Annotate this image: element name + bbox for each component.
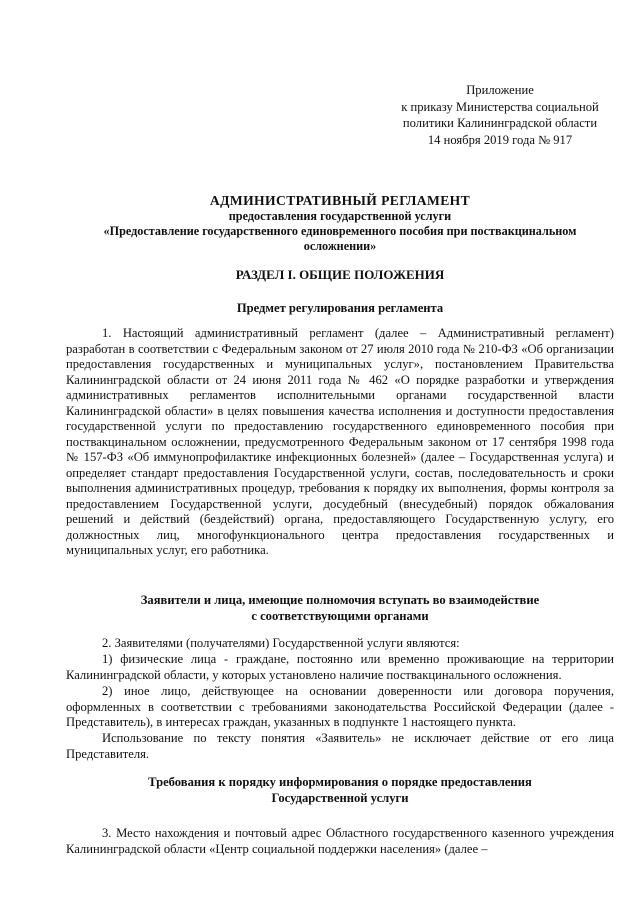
paragraph-2: 2. Заявителями (получателями) Государственной услуги являются:: [102, 636, 460, 650]
applicants-heading: [66, 593, 614, 624]
appendix-line: Приложение: [466, 83, 534, 97]
appendix-block: [380, 82, 620, 148]
document-subtitle-line: осложнении»: [303, 238, 377, 253]
document-subtitle-line: предоставления государственной услуги: [228, 208, 452, 223]
document-subtitle-line: «Предоставление государственного единовременного пособия при поствакцинальном: [103, 223, 577, 238]
document-title-block: [66, 193, 614, 254]
info-heading-line: Требования к порядку информирования о порядке предоставления: [148, 775, 532, 789]
paragraph-2-1: 1) физические лица - граждане, постоянно или временно проживающие на территории Калининградской области, у которых установлено наличие поствакцинального осложнения.: [66, 652, 614, 682]
info-heading: [66, 775, 614, 806]
appendix-line: 14 ноября 2019 года № 917: [427, 132, 573, 147]
paragraph-1: 1. Настоящий административный регламент (далее – Административный регламент) разработан в соответствии с Федеральным законом от 27 июля 2010 года № 210-ФЗ «Об организации предоставления государственных и муниципальных услуг», постановлением Правительства Калининградской области от 24 июня 2011 года № 462 «О порядке разработки и утверждения административных регламентов исполнительными органами государственной власти Калининградской области» в целях повышения качества исполнения и доступности предоставления государственной услуги по предоставлению государственного единовременного пособия при поствакцинальном осложнении, предусмотренного Федеральным законом от 17 сентября 1998 года № 157-ФЗ «Об иммунопрофилактике инфекционных болезней» (далее – Государственная услуга) и определяет стандарт предоставления Государственной услуги, состав, последовательность и сроки выполнения административных процедур, требования к порядку их выполнения, формы контроля за предоставлением Государственной услуги, досудебный (внесудебный) порядок обжалования решений и действий (бездействий) органа, предоставляющего Государственную услугу, его должностных лиц, многофункционального центра предоставления государственных и муниципальных услуг, его работника.: [66, 326, 614, 557]
subject-heading: Предмет регулирования регламента: [236, 301, 444, 315]
appendix-line: политики Калининградской области: [402, 116, 598, 130]
appendix-line: к приказу Министерства социальной: [401, 99, 599, 114]
paragraph-3: 3. Место нахождения и почтовый адрес Областного государственного казенного учреждения Калининградской области «Центр социальной поддержки населения» (далее –: [66, 826, 614, 856]
section-title: РАЗДЕЛ I. ОБЩИЕ ПОЛОЖЕНИЯ: [235, 267, 445, 282]
paragraph-2-3: Использование по тексту понятия «Заявитель» не исключает действие от его лица Представителя.: [66, 731, 614, 761]
info-heading-line: Государственной услуги: [271, 790, 409, 805]
paragraph-2-2: 2) иное лицо, действующее на основании доверенности или договора поручения, оформленных в соответствии с требованиями законодательства Российской Федерации (далее - Представитель), в интересах граждан, указанных в подпункте 1 настоящего пункта.: [66, 684, 614, 729]
document-title: АДМИНИСТРАТИВНЫЙ РЕГЛАМЕНТ: [209, 193, 471, 208]
applicants-heading-line: с соответствующими органами: [251, 608, 429, 623]
applicants-heading-line: Заявители и лица, имеющие полномочия вступать во взаимодействие: [140, 593, 540, 607]
